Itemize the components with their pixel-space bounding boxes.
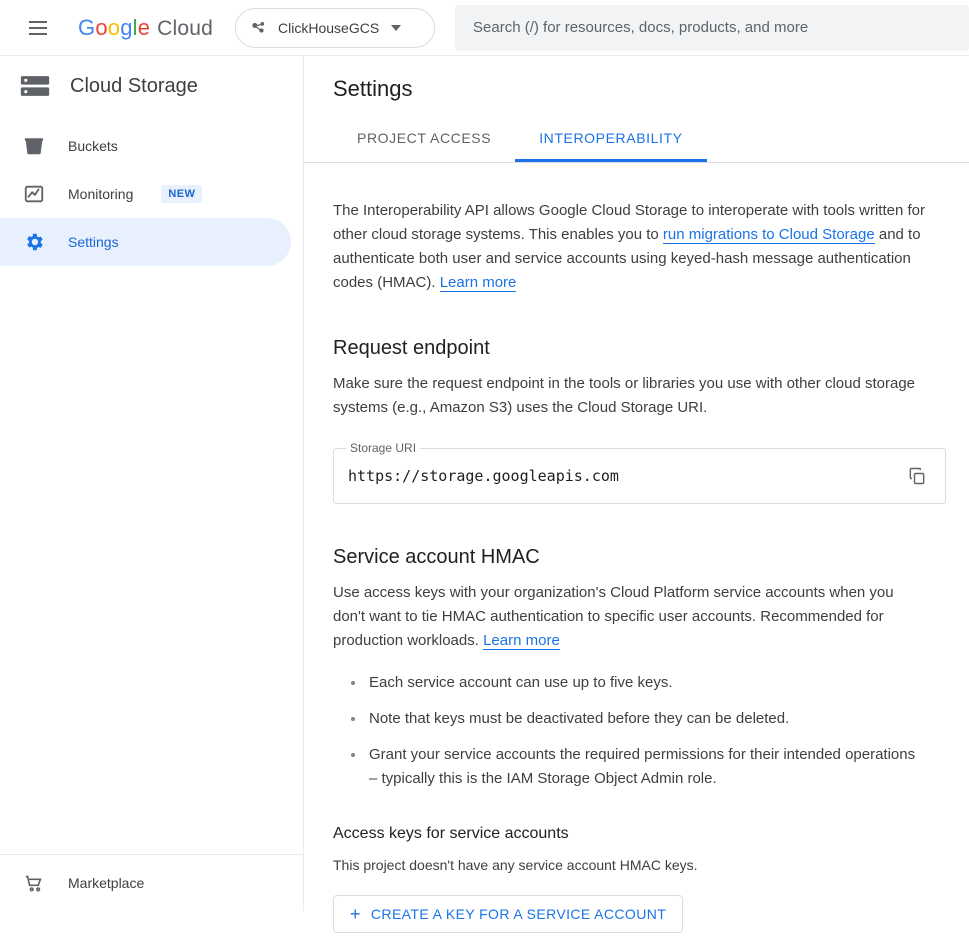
sidebar [0,56,304,911]
search-bar[interactable] [455,5,969,51]
project-icon [248,17,270,39]
tab-bar [304,116,969,163]
page-title: Settings [333,76,413,101]
top-bar [0,0,969,56]
plus-icon: + [350,904,361,924]
sidebar-item-label: Buckets [68,138,118,154]
search-input[interactable] [471,18,953,37]
project-name: ClickHouseGCS [278,19,380,36]
product-name: Cloud Storage [70,74,198,97]
intro-paragraph [333,199,925,295]
monitoring-icon [22,183,46,205]
status-badge: NEW [161,185,202,203]
request-endpoint-heading: Request endpoint [333,337,490,359]
sidebar-item-buckets[interactable] [0,122,291,170]
hmac-bullet-list [333,671,925,791]
run-migrations-link[interactable]: run migrations to Cloud Storage [662,226,875,243]
learn-more-link[interactable]: Learn more [439,274,517,291]
storage-uri-label: Storage URI [346,441,420,455]
hmac-learn-more-link[interactable]: Learn more [483,632,560,649]
hamburger-icon[interactable] [14,4,62,52]
service-account-hmac-body [333,581,925,653]
hmac-body-text: Use access keys with your organization's Cloud Platform service accounts when you don't want to tie HMAC authentication to specific user accounts. Recommended for production workloads. [333,584,894,649]
access-keys-heading: Access keys for service accounts [333,825,569,842]
interoperability-section [304,199,949,933]
sidebar-nav [0,122,303,266]
request-endpoint-body: Make sure the request endpoint in the tools or libraries you use with other cloud storage systems (e.g., Amazon S3) uses the Cloud Storage URI. [333,375,915,416]
storage-uri-field[interactable] [333,441,946,504]
sidebar-item-settings[interactable] [0,218,291,266]
list-item: Grant your service accounts the required permissions for their intended operations – typically this is the IAM Storage Object Admin role. [347,743,925,791]
bucket-icon [22,135,46,157]
main-content [304,56,969,924]
sidebar-item-label: Monitoring [68,186,134,202]
sidebar-item-monitoring[interactable] [0,170,291,218]
google-cloud-logo[interactable]: G o o g l e Cloud [78,14,214,40]
sidebar-footer [0,854,303,911]
create-key-button-label: CREATE A KEY FOR A SERVICE ACCOUNT [370,906,667,922]
intro-text-part2: and to authenticate both user and service accounts using keyed-hash message authentication codes (HMAC). [333,226,921,291]
list-item: Note that keys must be deactivated before they can be deleted. [347,707,925,731]
copy-icon[interactable] [903,462,931,490]
storage-uri-value: https://storage.googleapis.com [348,467,619,485]
chevron-down-icon[interactable] [391,25,401,31]
list-item: Each service account can use up to five keys. [347,671,925,695]
access-keys-empty-state: This project doesn't have any service account HMAC keys. [333,857,698,873]
sidebar-item-marketplace[interactable] [0,855,291,911]
create-key-button[interactable] [333,895,683,933]
content-scroll-area [304,199,969,950]
product-title [0,56,303,116]
project-selector[interactable] [235,8,435,48]
logo-cloud-text: Cloud [157,16,214,40]
service-account-hmac-heading: Service account HMAC [333,546,540,568]
marketplace-icon [22,872,46,894]
sidebar-item-label: Settings [68,234,119,250]
tab-project-access[interactable]: PROJECT ACCESS [357,130,492,146]
storage-icon [18,69,52,103]
intro-text-part1: The Interoperability API allows Google Cloud Storage to interoperate with tools written for other cloud storage systems. This enables you to [333,202,925,243]
gear-icon [22,231,46,253]
sidebar-item-label: Marketplace [68,875,145,891]
tab-interoperability[interactable]: INTEROPERABILITY [515,116,706,162]
